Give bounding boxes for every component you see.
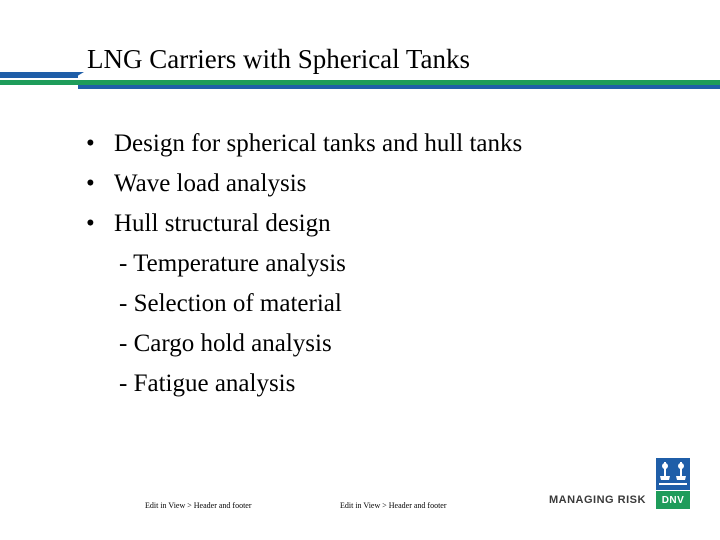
bullet-item: [86, 204, 522, 244]
logo-wordmark: DNV: [656, 491, 690, 509]
bullet-text: Hull structural design: [114, 210, 331, 237]
bullet-dot: •: [86, 130, 95, 157]
header-rule-blue-tip: [74, 72, 84, 78]
footer-note-left: Edit in View > Header and footer: [145, 501, 252, 510]
bullet-dot: •: [86, 170, 95, 197]
slide-title: LNG Carriers with Spherical Tanks: [87, 44, 471, 74]
bullet-item: [86, 124, 522, 164]
sub-item: - Temperature analysis: [119, 250, 346, 277]
header-rule-blue-lower: [78, 85, 720, 89]
bullet-item: [86, 164, 522, 204]
footer-note-right: Edit in View > Header and footer: [340, 501, 447, 510]
bullet-text: Design for spherical tanks and hull tanks: [114, 130, 523, 157]
dnv-logo: [656, 458, 690, 509]
header-rule-blue: [0, 72, 78, 78]
sub-item: - Cargo hold analysis: [119, 330, 332, 357]
bullet-text: Wave load analysis: [114, 170, 307, 197]
ship-emblem-icon: [656, 458, 690, 490]
footer-tagline: MANAGING RISK: [549, 494, 646, 506]
sub-item: - Fatigue analysis: [119, 370, 296, 397]
sub-item: - Selection of material: [119, 290, 342, 317]
bullet-dot: •: [86, 210, 95, 237]
bullet-list: [86, 124, 522, 404]
